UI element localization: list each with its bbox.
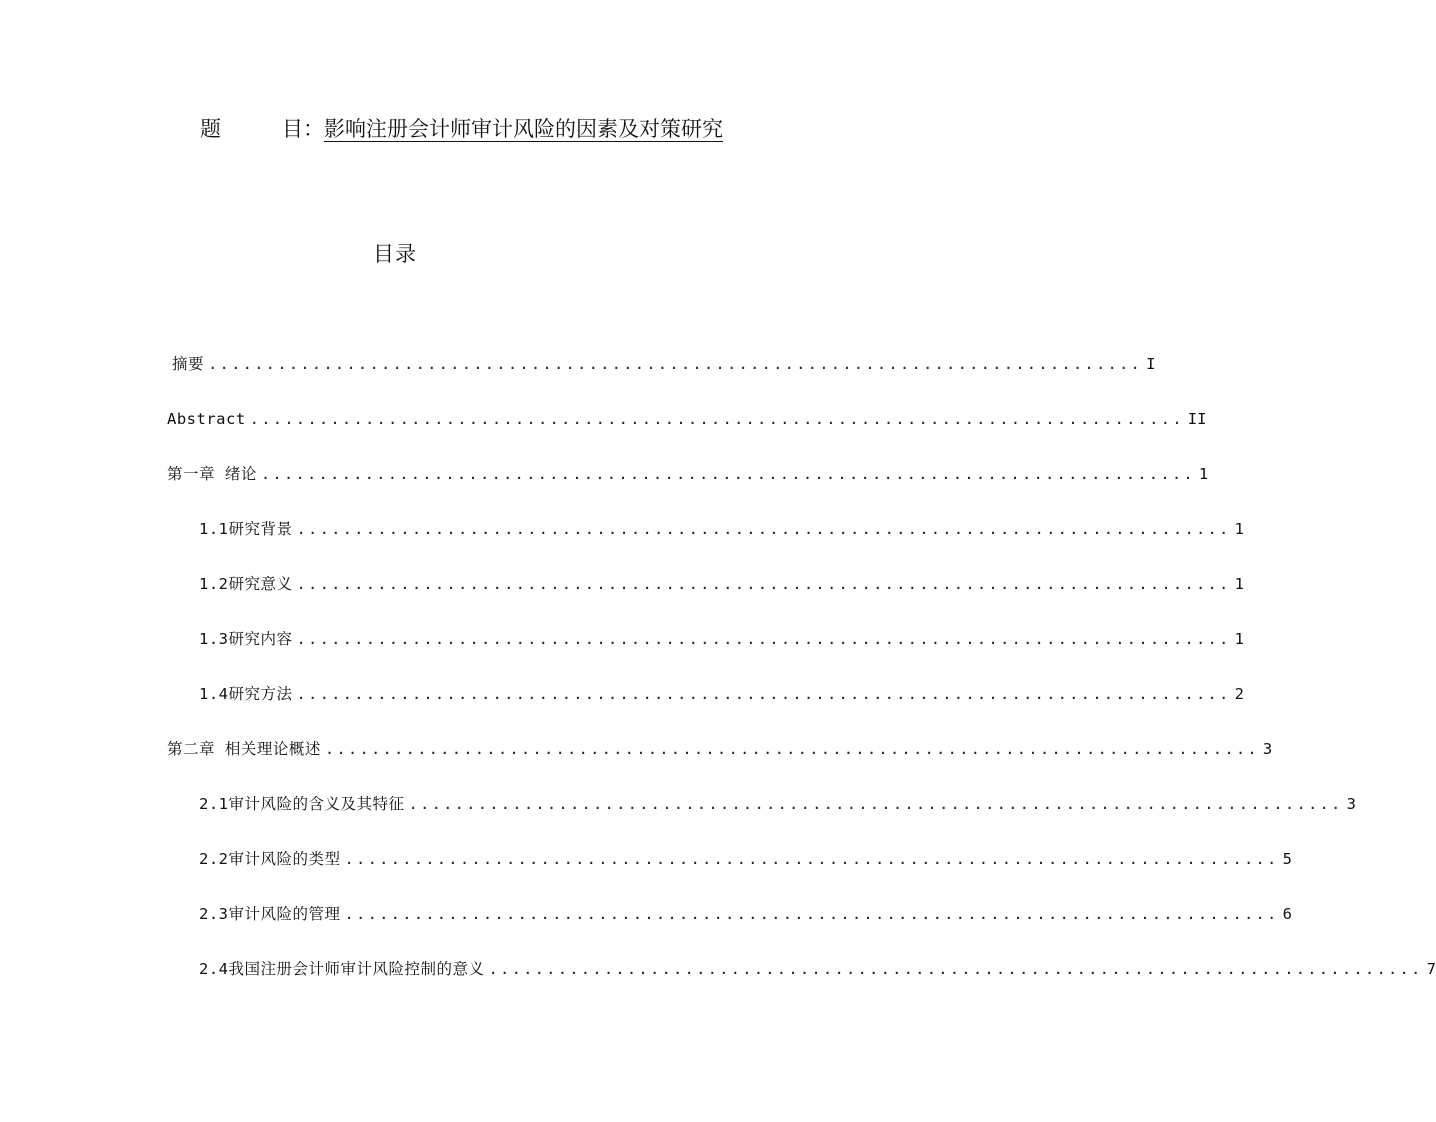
toc-heading <box>0 238 893 270</box>
toc-leader-dots: ................................................................................. <box>344 850 1279 868</box>
toc-entry[interactable] <box>167 462 1209 486</box>
toc-entry-page: 3 <box>1346 795 1356 813</box>
toc-leader-dots: ................................................................................. <box>324 740 1259 758</box>
toc-entry-page: 1 <box>1234 520 1244 538</box>
toc-entry[interactable] <box>199 572 1244 596</box>
toc-leader-dots: ................................................................................. <box>208 355 1143 373</box>
toc-entry[interactable] <box>199 902 1292 926</box>
document-title <box>200 113 723 145</box>
toc-entry[interactable] <box>172 352 1156 376</box>
toc-entry[interactable] <box>199 682 1244 706</box>
toc-leader-dots: ................................................................................. <box>408 795 1343 813</box>
toc-entry-label: 2.2审计风险的类型 <box>199 850 341 868</box>
toc-entry-page: 1 <box>1234 575 1244 593</box>
toc-entry-label: 2.3审计风险的管理 <box>199 905 341 923</box>
toc-entry-page: 1 <box>1198 465 1209 483</box>
title-label-char-2: 目 <box>282 117 303 141</box>
toc-entry[interactable] <box>167 407 1207 431</box>
toc-entry[interactable] <box>199 627 1244 651</box>
toc-entry[interactable] <box>199 792 1356 816</box>
title-text: 影响注册会计师审计风险的因素及对策研究 <box>324 117 723 141</box>
toc-entry-page: II <box>1187 410 1207 428</box>
toc-leader-dots: ................................................................................. <box>344 905 1279 923</box>
toc-leader-dots: ................................................................................. <box>488 960 1423 978</box>
toc-entry-label: 2.4我国注册会计师审计风险控制的意义 <box>199 960 485 978</box>
title-colon: ： <box>303 117 324 141</box>
toc-entry-page: 6 <box>1282 905 1292 923</box>
toc-entry-page: 5 <box>1282 850 1292 868</box>
toc-entry-page: 2 <box>1234 685 1244 703</box>
toc-entry-page: 7 <box>1426 960 1436 978</box>
toc-entry[interactable] <box>199 957 1436 981</box>
toc-leader-dots: ................................................................................. <box>249 410 1184 428</box>
toc-entry[interactable] <box>199 517 1244 541</box>
toc-leader-dots: ................................................................................. <box>296 575 1231 593</box>
toc-entry[interactable] <box>167 737 1273 761</box>
title-label-char-1: 题 <box>200 117 221 141</box>
toc-entry-label: 第一章 绪论 <box>167 465 257 483</box>
toc-entry-label: 摘要 <box>172 355 205 373</box>
toc-entry-page: I <box>1146 355 1156 373</box>
toc-entry-page: 1 <box>1234 630 1244 648</box>
toc-entry-label: Abstract <box>167 410 246 428</box>
toc-entry-page: 3 <box>1262 740 1273 758</box>
toc-entry-label: 2.1审计风险的含义及其特征 <box>199 795 405 813</box>
toc-entry-label: 第二章 相关理论概述 <box>167 740 321 758</box>
toc-entry[interactable] <box>199 847 1292 871</box>
toc-entry-label: 1.3研究内容 <box>199 630 293 648</box>
toc-leader-dots: ................................................................................. <box>296 630 1231 648</box>
toc-leader-dots: ................................................................................. <box>296 520 1231 538</box>
toc-entry-label: 1.4研究方法 <box>199 685 293 703</box>
toc-entry-label: 1.2研究意义 <box>199 575 293 593</box>
toc-leader-dots: ................................................................................. <box>296 685 1231 703</box>
toc-leader-dots: ................................................................................. <box>260 465 1195 483</box>
toc-entry-label: 1.1研究背景 <box>199 520 293 538</box>
toc-heading-text: 目录 <box>373 242 417 266</box>
